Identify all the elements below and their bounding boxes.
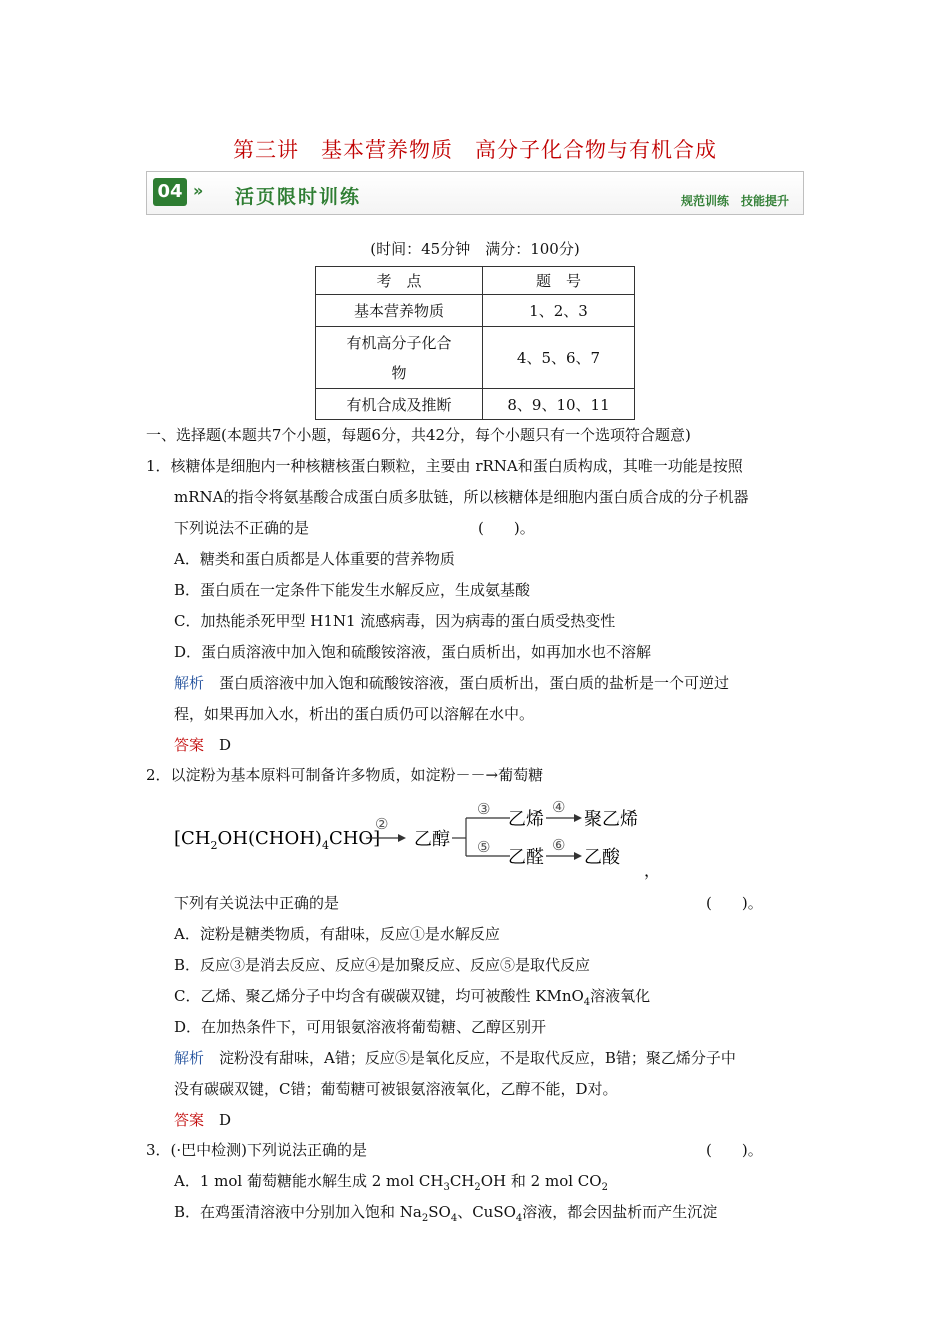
- q2-option-d: D．在加热条件下，可用银氨溶液将葡萄糖、乙醇区别开: [174, 1018, 547, 1036]
- table-row: [316, 389, 635, 420]
- table-row: [316, 295, 635, 327]
- table-cell-numbers: 8、9、10、11: [483, 389, 635, 420]
- table-row: [316, 327, 635, 389]
- q2-stem-line1: 2．以淀粉为基本原料可制备许多物质，如淀粉－－→葡萄糖: [146, 766, 544, 784]
- q2-analysis-line2: 没有碳碳双键，C错；葡萄糖可被银氨溶液氧化，乙醇不能，D对。: [174, 1080, 618, 1098]
- q2-option-c: C．乙烯、聚乙烯分子中均含有碳碳双键，均可被酸性 KMnO$_4$溶液氧化: [174, 987, 651, 1008]
- arrow-2-head: [398, 834, 406, 842]
- step-3-label: ③: [477, 800, 491, 818]
- q1-answer-paren: ( )。: [478, 519, 535, 537]
- answer-label: 答案: [174, 1111, 205, 1129]
- diagram-comma: ，: [644, 861, 661, 880]
- table-cell-topic-line1: 有机高分子化合: [346, 333, 452, 352]
- table-cell-topic-line2: 物: [391, 363, 407, 382]
- table-header-topic: 考 点: [316, 267, 483, 295]
- q3-answer-paren: ( )。: [706, 1141, 763, 1159]
- q2-answer-line: [174, 1109, 231, 1130]
- q1-option-a: A．糖类和蛋白质都是人体重要的营养物质: [174, 550, 455, 568]
- answer-value: D: [204, 1111, 232, 1129]
- table-cell-topic: 有机合成及推断: [316, 389, 483, 420]
- acetic-acid-label: 乙酸: [584, 847, 620, 868]
- q1-stem-line1: 1．核糖体是细胞内一种核糖核蛋白颗粒，主要由 rRNA和蛋白质构成，其唯一功能是按照: [146, 457, 743, 475]
- page-title: 第三讲 基本营养物质 高分子化合物与有机合成: [233, 138, 717, 162]
- answer-label: 答案: [174, 736, 205, 754]
- polyethylene-label: 聚乙烯: [584, 809, 638, 830]
- q2-stem-line3: 下列有关说法中正确的是: [174, 894, 340, 912]
- step-4-label: ④: [552, 798, 566, 816]
- answer-value: D: [204, 736, 232, 754]
- table-cell-topic: [316, 327, 483, 389]
- double-chevron-icon: »: [193, 181, 204, 200]
- q1-answer-line: [174, 734, 231, 755]
- q2-option-a: A．淀粉是糖类物质，有甜味，反应①是水解反应: [174, 925, 500, 943]
- section-heading: 一、选择题(本题共7个小题，每题6分，共42分，每个小题只有一个选项符合题意): [146, 426, 691, 444]
- time-limit: (时间：45分钟 满分：100分): [370, 240, 580, 258]
- q1-option-c: C．加热能杀死甲型 H1N1 流感病毒，因为病毒的蛋白质受热变性: [174, 612, 616, 630]
- glucose-formula: $[CH_2OH(CHOH)_4CHO]$: [174, 828, 381, 852]
- ethylene-label: 乙烯: [508, 809, 544, 830]
- q3-option-b: B．在鸡蛋清溶液中分别加入饱和 $Na_2SO_4$、CuSO$_4$溶液，都会因盐析而产生沉淀: [174, 1203, 718, 1224]
- table-cell-numbers: 1、2、3: [483, 295, 635, 327]
- reaction-scheme: [170, 792, 670, 888]
- q1-analysis-line2: 程，如果再加入水，析出的蛋白质仍可以溶解在水中。: [174, 705, 535, 723]
- q2-answer-paren: ( )。: [706, 894, 763, 912]
- table-cell-topic: 基本营养物质: [316, 295, 483, 327]
- q3-stem-line1: 3．(·巴中检测)下列说法正确的是: [146, 1141, 368, 1159]
- banner-title: 活页限时训练: [235, 186, 362, 208]
- section-banner: [146, 171, 804, 215]
- banner-slogan: 规范训练 技能提升: [680, 194, 789, 208]
- q1-option-b: B．蛋白质在一定条件下能发生水解反应，生成氨基酸: [174, 581, 531, 599]
- q2-analysis-line1: [174, 1047, 736, 1068]
- analysis-label: 解析: [174, 674, 205, 692]
- analysis-text: 蛋白质溶液中加入饱和硫酸铵溶液，蛋白质析出，蛋白质的盐析是一个可逆过: [204, 674, 730, 692]
- acetaldehyde-label: 乙醛: [508, 847, 544, 868]
- arrow-4-head: [574, 814, 582, 822]
- step-5-label: ⑤: [477, 838, 491, 856]
- table-cell-numbers: 4、5、6、7: [483, 327, 635, 389]
- step-6-label: ⑥: [552, 836, 566, 854]
- analysis-text: 淀粉没有甜味，A错；反应⑤是氧化反应，不是取代反应，B错；聚乙烯分子中: [204, 1049, 736, 1067]
- ethanol-label: 乙醇: [414, 829, 450, 850]
- q3-option-a: A．1 mol 葡萄糖能水解生成 2 mol $CH_3CH_2OH$ 和 2 mol $CO_2$: [174, 1172, 608, 1193]
- section-number-badge: 04: [153, 178, 187, 206]
- q1-stem-line2: mRNA的指令将氨基酸合成蛋白质多肽链，所以核糖体是细胞内蛋白质合成的分子机器: [174, 488, 749, 506]
- step-2-label: ②: [375, 815, 389, 833]
- arrow-6-head: [574, 852, 582, 860]
- table-header-numbers: 题 号: [483, 267, 635, 295]
- q2-option-b: B．反应③是消去反应、反应④是加聚反应、反应⑤是取代反应: [174, 956, 591, 974]
- analysis-label: 解析: [174, 1049, 205, 1067]
- topic-table: [315, 266, 635, 420]
- q1-option-d: D．蛋白质溶液中加入饱和硫酸铵溶液，蛋白质析出，如再加水也不溶解: [174, 643, 652, 661]
- q1-analysis-line1: [174, 672, 729, 693]
- q1-stem-line3: 下列说法不正确的是: [174, 519, 310, 537]
